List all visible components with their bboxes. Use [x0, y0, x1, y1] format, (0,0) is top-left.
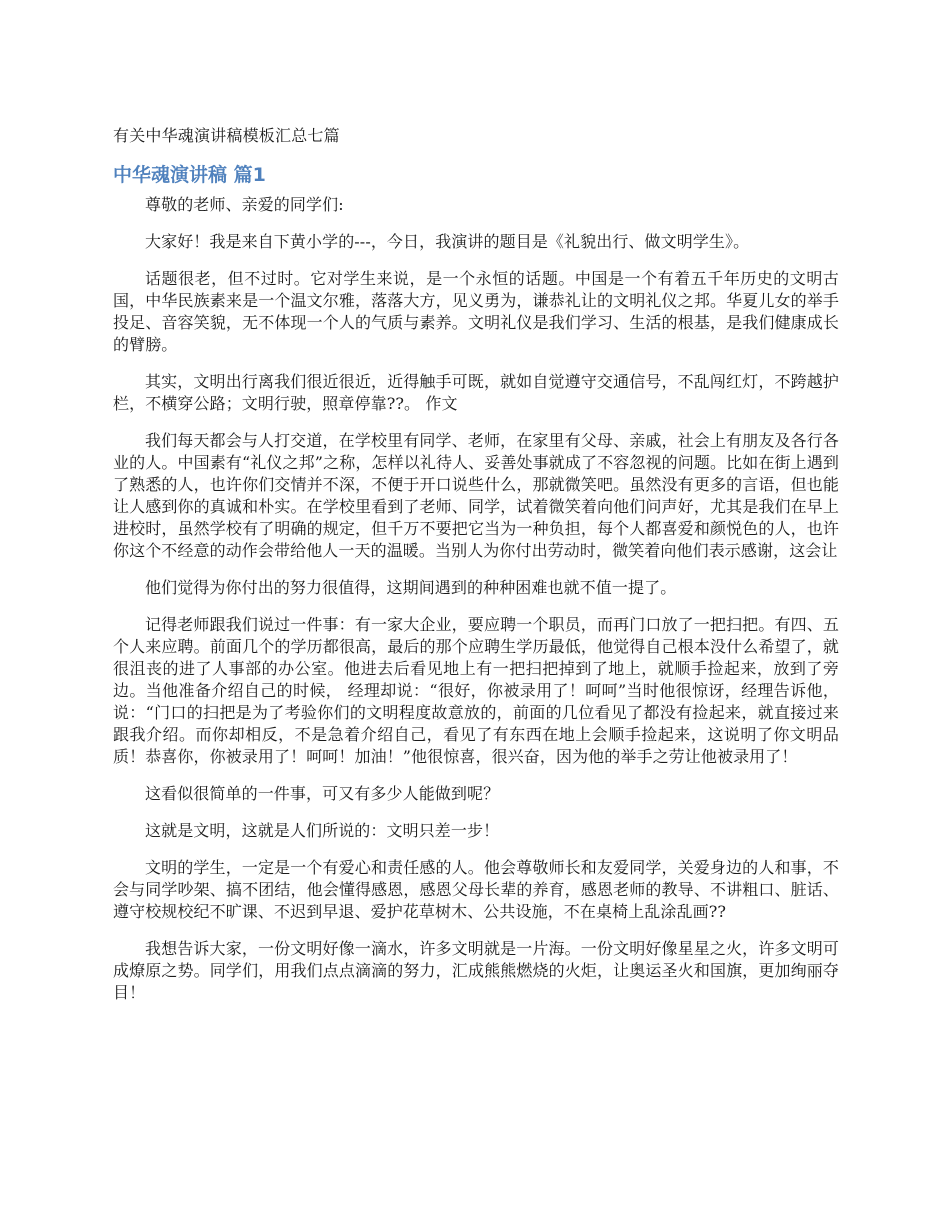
- paragraph-question: 这看似很简单的一件事，可又有多少人能做到呢？: [145, 784, 500, 803]
- paragraph-civilized-student: 文明的学生，一定是一个有爱心和责任感的人。他会尊敬师长和友爱同学，关爱身边的人和事，不会与同学吵架、搞不团结，他会懂得感恩，感恩父母长辈的养育，感恩老师的教导、不讲粗口、脏话、遵守校规校纪不旷课、不迟到早退、爱护花草树木、公共设施，不在桌椅上乱涂乱画??: [113, 858, 839, 921]
- paragraph-worth-it: 他们觉得为你付出的努力很值得，这期间遇到的种种困难也就不值一提了。: [145, 578, 677, 597]
- section-heading: 中华魂演讲稿 篇1: [113, 164, 266, 186]
- paragraph-travel: 其实，文明出行离我们很近很近，近得触手可既，就如自觉遵守交通信号，不乱闯红灯，不跨越护栏，不横穿公路；文明行驶，照章停靠??。 作文: [113, 372, 839, 413]
- document-title: 有关中华魂演讲稿模板汇总七篇: [113, 126, 340, 145]
- paragraph-one-step: 这就是文明，这就是人们所说的：文明只差一步！: [145, 821, 500, 840]
- document-page: [113, 124, 839, 1019]
- paragraph-broom-story: 记得老师跟我们说过一件事：有一家大企业，要应聘一个职员，而再门口放了一把扫把。有四、五个人来应聘。前面几个的学历都很高，最后的那个应聘生学历最低，他觉得自己根本没什么希望了，就很沮丧的进了人事部的办公室。他进去后看见地上有一把扫把掉到了地上，就顺手捡起来，放到了旁边。当他准备介绍自己的时候， 经理却说：“很好，你被录用了！呵呵”当时他很惊讶，经理告诉他，说：“门口的扫把是为了考验你们的文明程度故意放的，前面的几位看见了都没有捡起来，就直接过来跟我介绍。而你却相反，不是急着介绍自己，看见了有东西在地上会顺手捡起来，这说明了你文明品质！恭喜你，你被录用了！呵呵！加油！”他很惊喜，很兴奋，因为他的举手之劳让他被录用了！: [113, 615, 839, 766]
- paragraph-greeting: 尊敬的老师、亲爱的同学们:: [145, 195, 344, 214]
- paragraph-topic: 话题很老，但不过时。它对学生来说，是一个永恒的话题。中国是一个有着五千年历史的文明古国，中华民族素来是一个温文尔雅，落落大方，见义勇为，谦恭礼让的文明礼仪之邦。华夏儿女的举手投足、音容笑貌，无不体现一个人的气质与素养。文明礼仪是我们学习、生活的根基，是我们健康成长的臂膀。: [113, 269, 839, 354]
- paragraph-intro: 大家好！我是来自下黄小学的---，今日，我演讲的题目是《礼貌出行、做文明学生》。: [145, 232, 750, 251]
- paragraph-closing: 我想告诉大家，一份文明好像一滴水，许多文明就是一片海。一份文明好像星星之火，许多文明可成燎原之势。同学们，用我们点点滴滴的努力，汇成熊熊燃烧的火炬，让奥运圣火和国旗，更加绚丽夺目！: [113, 939, 839, 1002]
- paragraph-daily-manners: 我们每天都会与人打交道，在学校里有同学、老师，在家里有父母、亲戚，社会上有朋友及各行各业的人。中国素有“礼仪之邦”之称，怎样以礼待人、妥善处事就成了不容忽视的问题。比如在街上遇到了熟悉的人，也许你们交情并不深，不便于开口说些什么，那就微笑吧。虽然没有更多的言语，但也能让人感到你的真诚和朴实。在学校里看到了老师、同学，试着微笑着向他们问声好，尤其是我们在早上进校时，虽然学校有了明确的规定，但千万不要把它当为一种负担，每个人都喜爱和颜悦色的人，也许你这个不经意的动作会带给他人一天的温暖。当别人为你付出劳动时，微笑着向他们表示感谢，这会让: [113, 431, 839, 560]
